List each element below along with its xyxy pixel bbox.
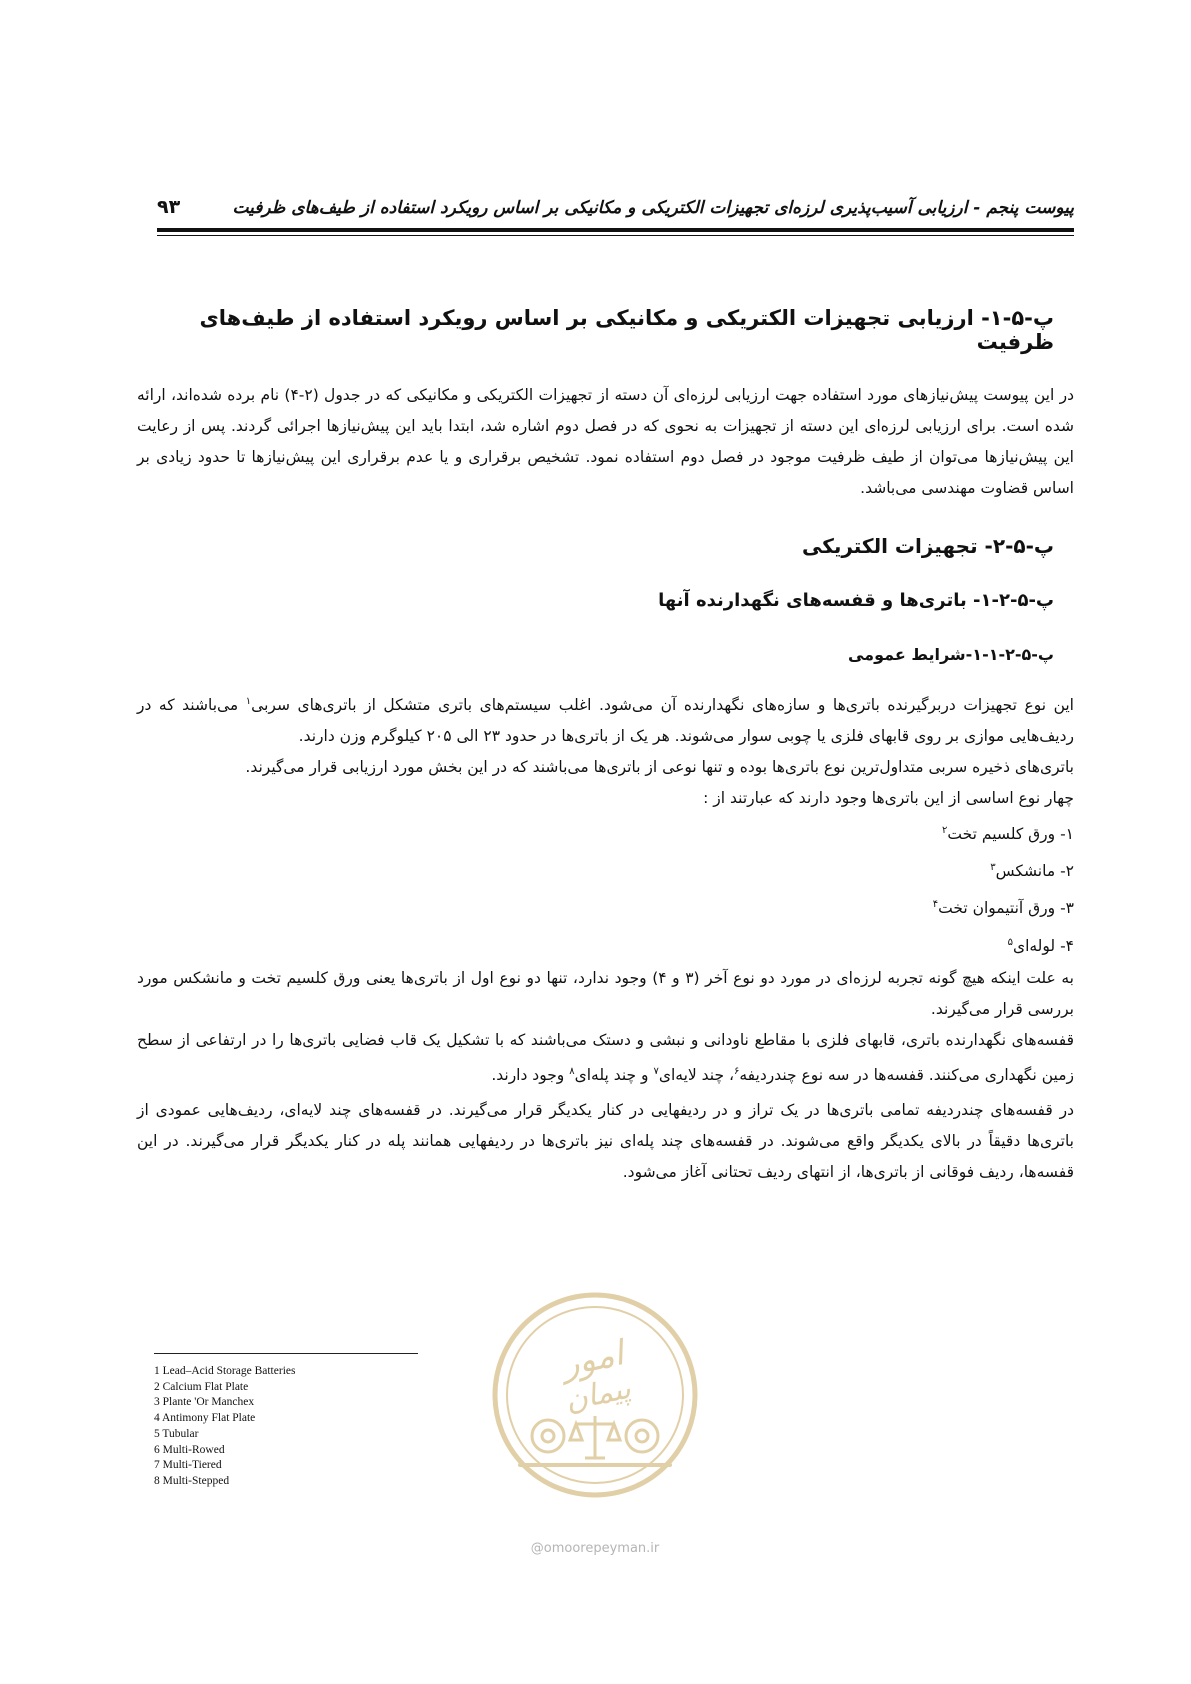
paragraph-text: ، چند لایه‌ای: [658, 1065, 734, 1084]
footnote-ref: ۳: [990, 862, 996, 874]
paragraph-text: و چند پله‌ای: [574, 1065, 654, 1084]
footnote: 6 Multi-Rowed: [154, 1443, 225, 1456]
paragraph-rack-types: در قفسه‌های چندردیفه تمامی باتری‌ها در یک تراز و در ردیفهایی در کنار یکدیگر قرار می‌گیرند. در قفسه‌های چند لایه‌ای، ردیف‌هایی عمودی از باتری‌ها دقیقاً در بالای یکدیگر واقع می‌شوند. در قفسه‌های چند پله‌ای نیز باتری‌ها در ردیفهایی همانند پله در کنار یکدیگر قرار می‌گیرند. در این قفسه‌ها، ردیف فوقانی از باتری‌ها، از انتهای ردیف تحتانی آغاز می‌شود.: [137, 1100, 1074, 1181]
footnote-ref: ۶: [733, 1065, 740, 1077]
footnote-ref: ۷: [653, 1065, 659, 1077]
paragraph-text: وجود دارند.: [491, 1065, 570, 1084]
footnote-ref: ۱: [245, 696, 252, 707]
footnote-ref: ۸: [569, 1065, 575, 1077]
footnote: 2 Calcium Flat Plate: [154, 1380, 249, 1393]
main-content: [137, 296, 1074, 1188]
paragraph-four-types: چهار نوع اساسی از این باتری‌ها وجود دارند که عبارتند از :: [703, 789, 1074, 808]
footnote: 4 Antimony Flat Plate: [154, 1412, 256, 1425]
footnote: 1 Lead–Acid Storage Batteries: [154, 1365, 296, 1377]
svg-text:پیمان: پیمان: [562, 1370, 634, 1419]
footnote-ref: ۲: [942, 825, 948, 837]
list-item: [137, 888, 1074, 925]
footnote-ref: ۴: [932, 899, 939, 911]
footnote: 3 Plante 'Or Manchex: [154, 1396, 255, 1409]
section-heading-2: پ-۵-۲- تجهیزات الکتریکی: [801, 534, 1054, 558]
paragraph-text: این نوع تجهیزات دربرگیرنده باتری‌ها و سازه‌های نگهدارنده آن می‌شود. اغلب سیستم‌های باتری متشکل از باتری‌های سربی: [251, 696, 1074, 715]
footnote: 7 Multi-Tiered: [154, 1459, 222, 1472]
footnote: 8 Multi-Stepped: [154, 1474, 230, 1487]
footnotes: [154, 1364, 295, 1490]
watermark-logo: [488, 1288, 702, 1502]
page-header: [157, 192, 1074, 228]
list-item: [137, 926, 1074, 963]
intro-paragraph: در این پیوست پیش‌نیازهای مورد استفاده جهت ارزیابی لرزه‌ای آن دسته از تجهیزات الکتریکی و مکانیکی که در جدول (۲-۴) نام برده شده‌اند، ارائه شده است. برای ارزیابی لرزه‌ای این دسته از تجهیزات به نحوی که در فصل دوم اشاره شد، ابتدا باید این پیش‌نیازها اجرائی گردند. پس از رعایت این پیش‌نیازها می‌توان از طیف ظرفیت موجود در فصل دوم استفاده نمود. تشخیص برقراری و یا عدم برقراری این پیش‌نیازها تا حدود زیادی بر اساس قضاوت مهندسی می‌باشد.: [137, 386, 1074, 497]
section-heading-1: پ-۵-۱- ارزیابی تجهیزات الکتریکی و مکانیکی بر اساس رویکرد استفاده از طیف‌های ظرفیت: [199, 306, 1054, 354]
paragraph-batteries: [137, 686, 1074, 752]
paragraph-lead-acid: باتری‌های ذخیره سربی متداول‌ترین نوع باتری‌ها بوده و تنها نوعی از باتری‌ها می‌باشند که در این بخش مورد ارزیابی قرار می‌گیرند.: [245, 758, 1074, 777]
paragraph-racks: [137, 1025, 1074, 1091]
section-heading-3: پ-۵-۲-۱- باتری‌ها و قفسه‌های نگهدارنده آنها: [658, 590, 1054, 611]
paragraph-text: می‌باشند که در ردیف‌هایی موازی بر روی قابهای فلزی یا چوبی سوار می‌شوند. هر یک از باتری‌ها در حدود ۲۳ الی ۲۰۵ کیلوگرم وزن دارند.: [137, 696, 1074, 746]
paragraph-seismic-experience: به علت اینکه هیچ گونه تجربه لرزه‌ای در مورد دو نوع آخر (۳ و ۴) وجود ندارد، تنها دو نوع اول از باتری‌ها یعنی ورق کلسیم تخت و مانشکس مورد بررسی قرار می‌گیرند.: [137, 968, 1074, 1018]
footnote-rule: [154, 1353, 418, 1354]
list-item: [137, 851, 1074, 888]
page-number: ۹۳: [157, 196, 181, 218]
header-rule-thick: [157, 228, 1074, 232]
svg-text:امور: امور: [558, 1333, 628, 1386]
list-item: [137, 814, 1074, 851]
section-heading-4: پ-۵-۲-۱-۱-شرایط عمومی: [847, 645, 1054, 664]
list-item-text: ۳- ورق آنتیموان تخت: [938, 899, 1074, 918]
footnote-ref: ۵: [1007, 936, 1013, 948]
paragraph-text: قفسه‌های نگهدارنده باتری، قابهای فلزی با مقاطع ناودانی و نبشی و دستک می‌باشند که با تشکیل یک قاب فضایی باتری‌ها را در ارتفاعی از سطح زمین نگهداری می‌کنند. قفسه‌ها در سه نوع چندردیفه: [137, 1030, 1074, 1084]
header-rule-thin: [157, 235, 1074, 236]
list-item-text: ۲- مانشکس: [995, 862, 1074, 881]
list-item-text: ۴- لوله‌ای: [1012, 936, 1074, 955]
footnote: 5 Tubular: [154, 1427, 199, 1440]
watermark-url: @omoorepeyman.ir: [530, 1541, 660, 1556]
header-title: پیوست پنجم - ارزیابی آسیب‌پذیری لرزه‌ای تجهیزات الکتریکی و مکانیکی بر اساس رویکرد استفاده از طیف‌های ظرفیت: [232, 198, 1074, 218]
list-item-text: ۱- ورق کلسیم تخت: [947, 825, 1074, 844]
